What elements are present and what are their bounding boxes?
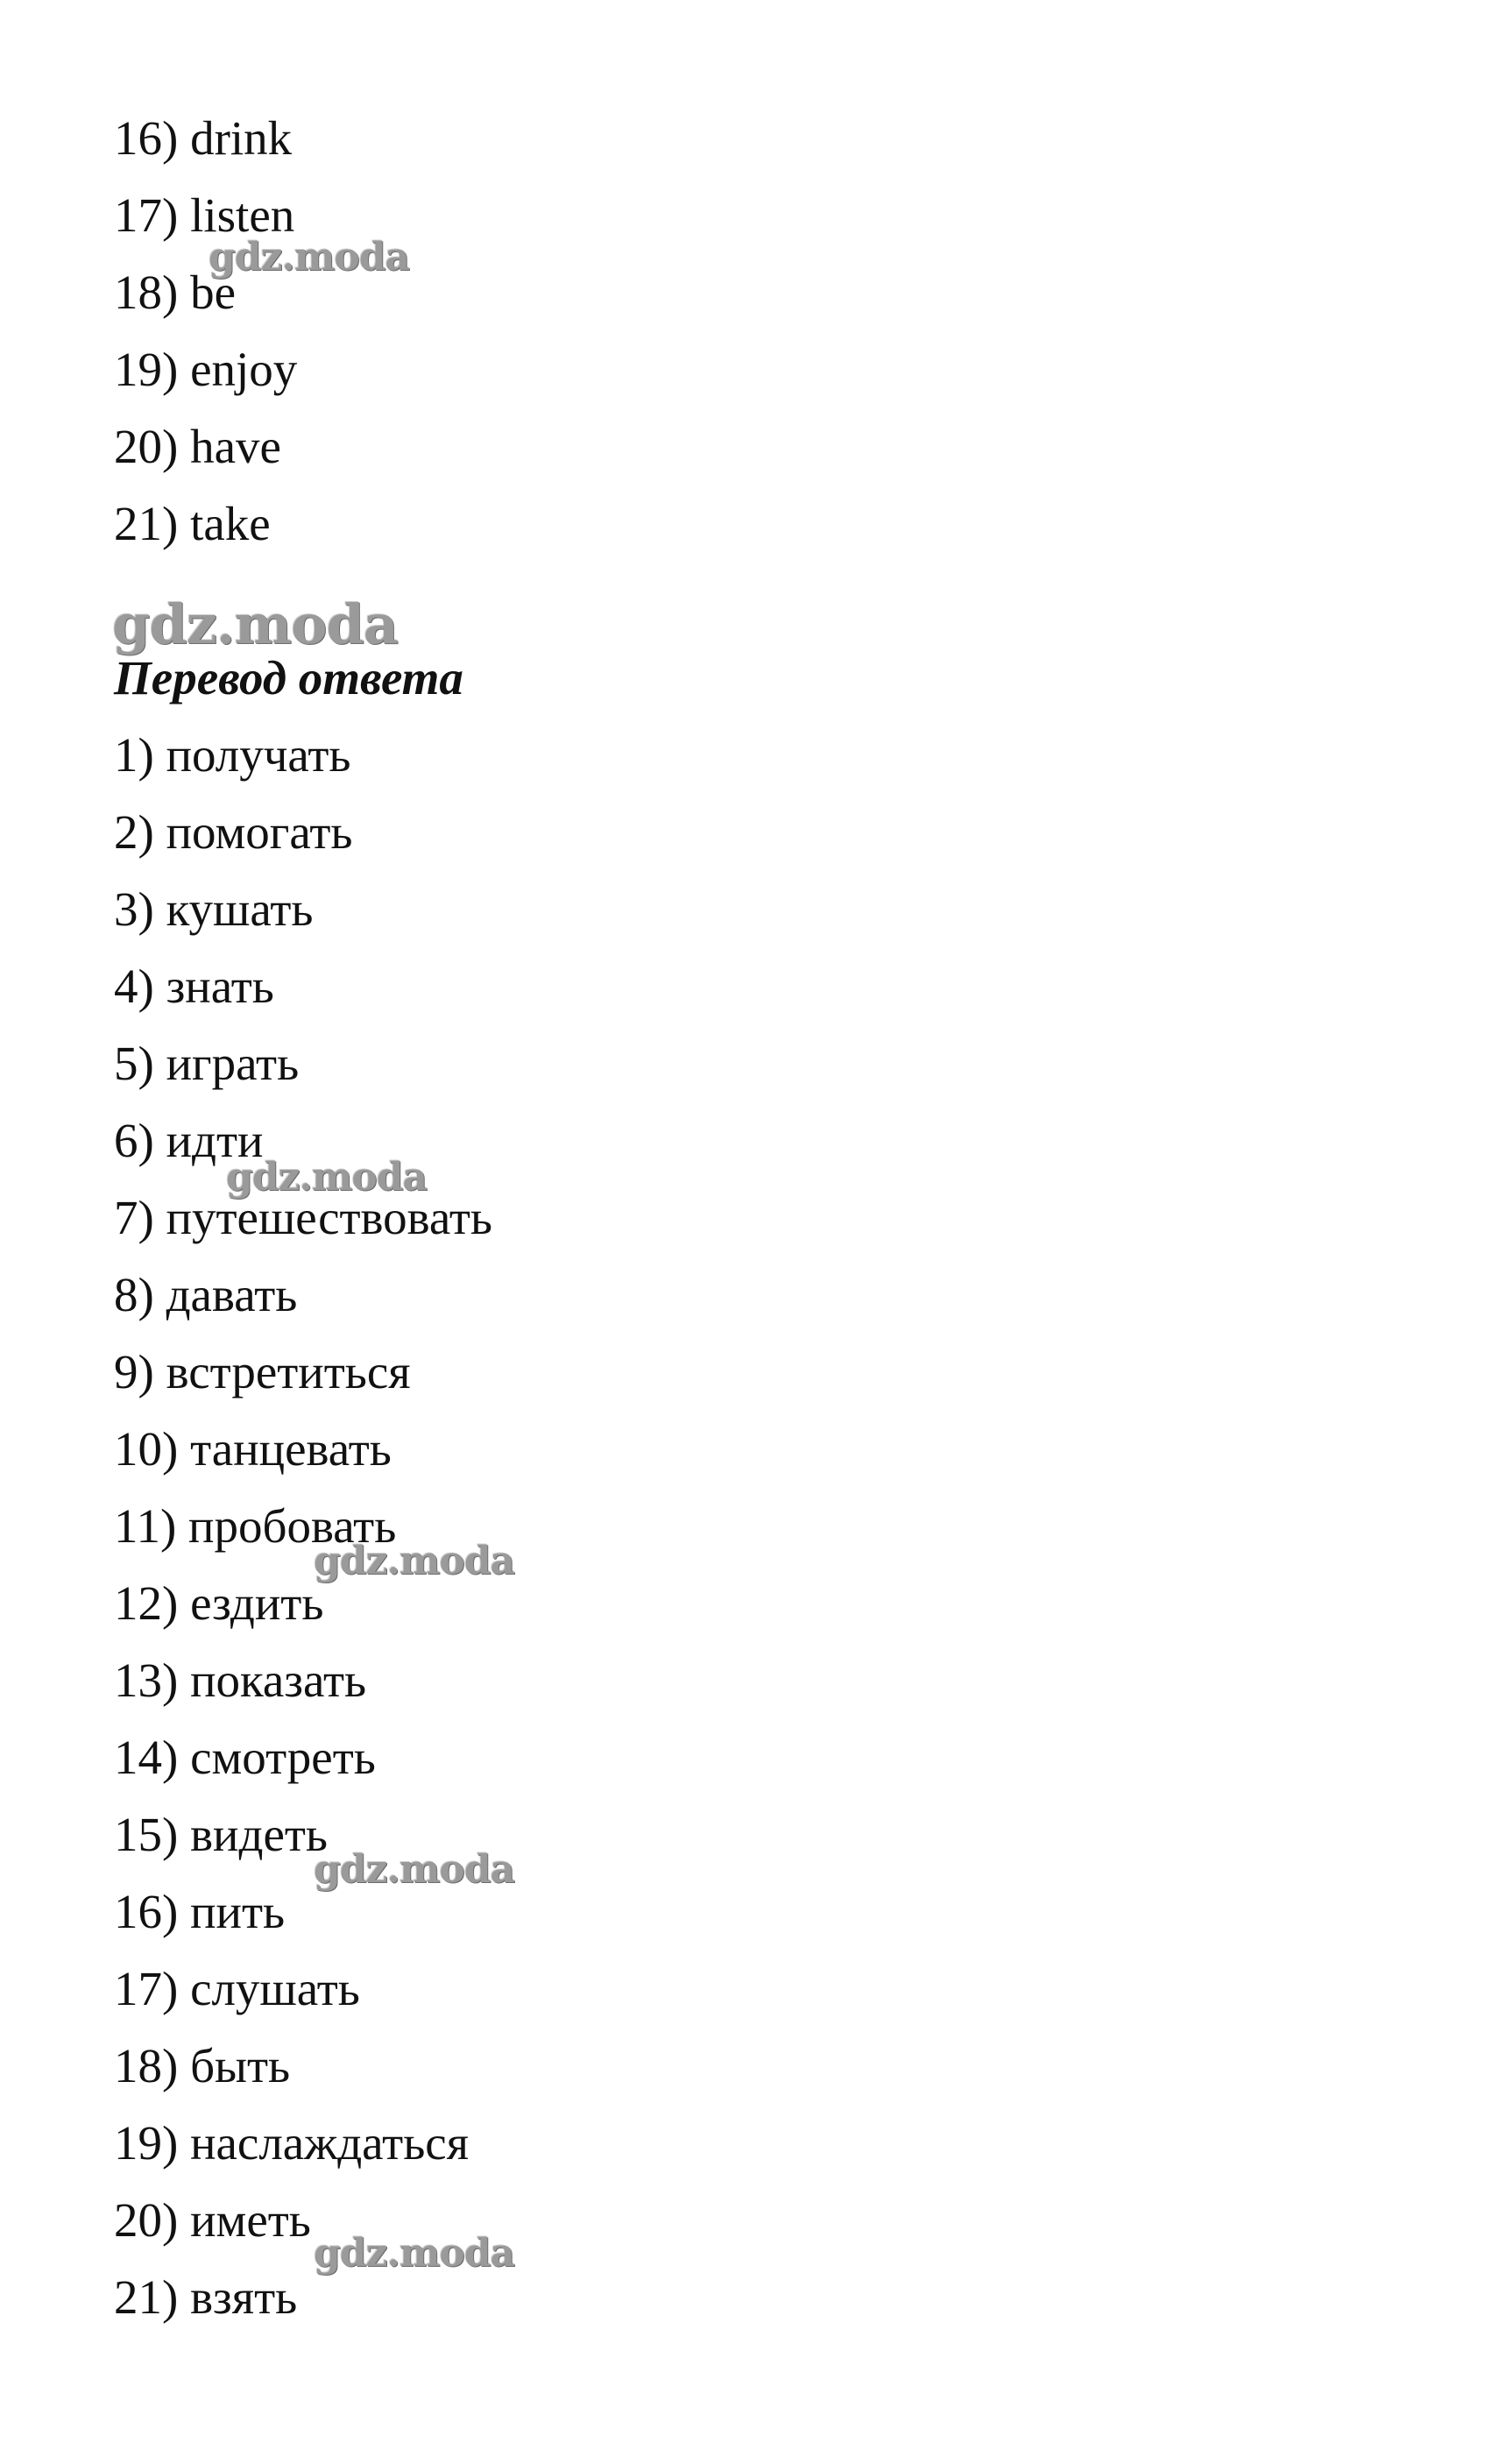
item-number: 16) xyxy=(114,111,179,165)
translation-item xyxy=(114,1576,324,1630)
item-word: drink xyxy=(190,111,293,165)
translation-item xyxy=(114,1653,367,1707)
item-number: 17) xyxy=(114,1962,179,2015)
item-number: 13) xyxy=(114,1653,179,1707)
translation-item xyxy=(114,1345,411,1398)
item-word: танцевать xyxy=(190,1422,392,1476)
item-word: взять xyxy=(190,2270,298,2324)
translation-item xyxy=(114,728,351,782)
item-number: 15) xyxy=(114,1808,179,1861)
item-word: take xyxy=(190,497,271,550)
translation-heading: Перевод ответа xyxy=(114,651,463,705)
translation-item xyxy=(114,1887,285,1936)
item-word: давать xyxy=(166,1268,298,1321)
item-word: пробовать xyxy=(188,1499,397,1553)
translation-item xyxy=(114,1037,300,1090)
item-word: знать xyxy=(166,959,274,1013)
translation-item xyxy=(114,2193,311,2247)
item-word: идти xyxy=(166,1114,264,1167)
item-number: 18) xyxy=(114,266,179,319)
item-number: 4) xyxy=(114,959,154,1013)
item-word: быть xyxy=(190,2039,291,2092)
item-number: 8) xyxy=(114,1268,154,1321)
item-word: кушать xyxy=(166,882,314,936)
item-word: путешествовать xyxy=(166,1191,492,1244)
item-word: показать xyxy=(190,1653,367,1707)
watermark: gdz.moda xyxy=(314,1539,515,1583)
item-number: 3) xyxy=(114,882,154,936)
item-number: 2) xyxy=(114,805,154,859)
item-number: 1) xyxy=(114,728,154,782)
translation-item xyxy=(114,805,353,859)
item-number: 19) xyxy=(114,343,179,396)
item-number: 20) xyxy=(114,420,179,473)
translation-item xyxy=(114,1962,360,2015)
item-word: пить xyxy=(190,1885,286,1938)
item-number: 12) xyxy=(114,1576,179,1630)
item-word: listen xyxy=(190,188,295,242)
item-number: 14) xyxy=(114,1731,179,1784)
watermark: gdz.moda xyxy=(112,592,398,656)
translation-item xyxy=(114,882,314,936)
list-item xyxy=(114,343,298,396)
item-word: have xyxy=(190,420,281,473)
item-word: играть xyxy=(166,1037,300,1090)
item-number: 19) xyxy=(114,2116,179,2170)
item-word: be xyxy=(190,266,236,319)
translation-item xyxy=(114,2116,469,2170)
list-item xyxy=(114,188,295,242)
list-item xyxy=(114,499,271,548)
item-word: слушать xyxy=(190,1962,360,2015)
item-number: 11) xyxy=(114,1499,177,1553)
item-word: смотреть xyxy=(190,1731,376,1784)
item-word: enjoy xyxy=(190,343,298,396)
item-number: 5) xyxy=(114,1037,154,1090)
item-number: 16) xyxy=(114,1885,179,1938)
translation-item xyxy=(114,959,274,1013)
watermark: gdz.moda xyxy=(314,1847,515,1892)
item-word: помогать xyxy=(166,805,353,859)
item-number: 21) xyxy=(114,2270,179,2324)
list-item xyxy=(114,111,293,165)
item-word: видеть xyxy=(190,1808,328,1861)
translation-item xyxy=(114,1193,492,1242)
translation-item xyxy=(114,2039,291,2092)
list-item xyxy=(114,422,281,471)
translation-item xyxy=(114,2270,298,2324)
item-number: 7) xyxy=(114,1191,154,1244)
item-number: 9) xyxy=(114,1345,154,1398)
translation-item xyxy=(114,1731,376,1784)
item-number: 21) xyxy=(114,497,179,550)
item-word: встретиться xyxy=(166,1345,411,1398)
translation-item xyxy=(114,1268,298,1321)
item-word: ездить xyxy=(190,1576,324,1630)
watermark: gdz.moda xyxy=(226,1155,428,1200)
item-number: 17) xyxy=(114,188,179,242)
item-word: иметь xyxy=(190,2193,311,2247)
translation-item xyxy=(114,1422,392,1476)
item-number: 20) xyxy=(114,2193,179,2247)
watermark: gdz.moda xyxy=(209,235,410,280)
item-word: наслаждаться xyxy=(190,2116,469,2170)
item-number: 18) xyxy=(114,2039,179,2092)
item-number: 10) xyxy=(114,1422,179,1476)
item-number: 6) xyxy=(114,1114,154,1167)
translation-item xyxy=(114,1810,328,1859)
watermark: gdz.moda xyxy=(314,2231,515,2276)
item-word: получать xyxy=(166,728,351,782)
